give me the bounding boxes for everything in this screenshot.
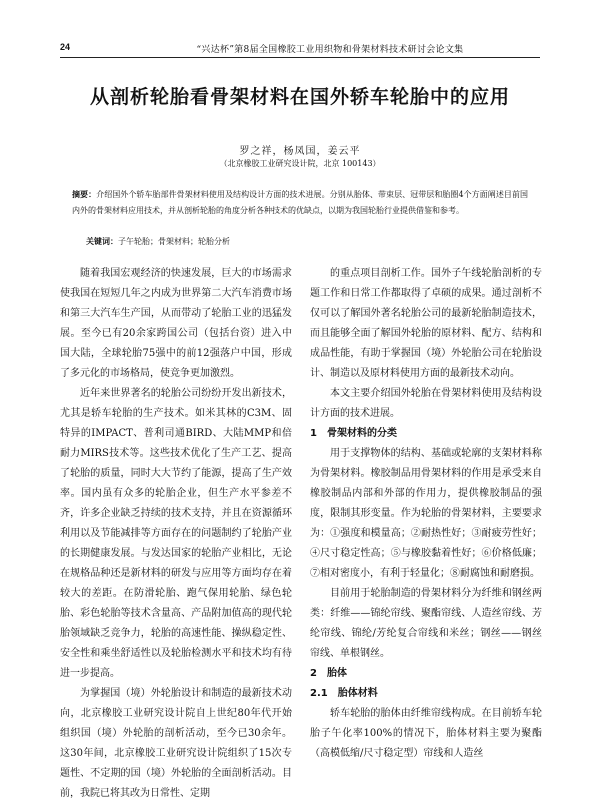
keywords-text: 子午轮胎；骨架材料；轮胎分析 [118, 237, 230, 246]
right-column [310, 264, 542, 764]
header-rule [60, 57, 540, 58]
running-title: “兴达杯”第8届全国橡胶工业用织物和骨架材料技术研讨会论文集 [196, 45, 464, 55]
paragraph: 本文主要介绍国外轮胎在骨架材料使用及结构设计方面的技术进展。 [310, 388, 542, 419]
authors: 罗之祥，杨凤国，姜云平 [239, 146, 361, 157]
subsection-heading: 2.1 胎体材料 [310, 688, 378, 699]
paragraph: 随着我国宏观经济的快速发展，巨大的市场需求使我国在短短几年之内成为世界第二大汽车消费市场和第三大汽车生产国，从而带动了轮胎工业的迅猛发展。至今已有20余家跨国公司（包括台资）进入中国大陆，全球轮胎75强中的前12强落户中国，形成了多元化的市场格局，使竞争更加激烈。 [60, 268, 292, 379]
paragraph: 用于支撑物体的结构、基础或轮廓的支架材料称为骨架材料。橡胶制品用骨架材料的作用是承受来自橡胶制品内部和外部的作用力，提供橡胶制品的强度，限制其形变量。作为轮胎的骨架材料，主要要求为：①强度和模量高；②耐热性好；③耐疲劳性好；④尺寸稳定性高；⑤与橡胶黏着性好；⑥价格低廉；⑦相对密度小，有利于轻量化；⑧耐腐蚀和耐磨损。 [310, 448, 542, 579]
paragraph: 轿车轮胎的胎体由纤维帘线构成。在目前轿车轮胎子午化率100%的情况下，胎体材料主要为聚酯（高模低缩/尺寸稳定型）帘线和人造丝 [310, 708, 542, 759]
keywords [86, 236, 528, 247]
page-number: 24 [60, 42, 71, 52]
abstract [72, 186, 528, 219]
paragraph: 的重点项目剖析工作。国外子午线轮胎剖析的专题工作和日常工作都取得了卓硕的成果。通过剖析不仅可以了解国外著名轮胎公司的最新轮胎制造技术，而且能够全面了解国外轮胎的原材料、配方、结构和成品性能，有助于掌握国（境）外轮胎公司在轮胎设计、制造以及原材料使用方面的最新技术动向。 [310, 268, 542, 379]
abstract-text: 介绍国外个轿车胎部件骨架材料使用及结构设计方面的技术进展。分别从胎体、带束层、冠带层和胎圈4个方面阐述目前国内外的骨架材料应用技术，并从剖析轮胎的角度分析各种技术的优缺点，以期为我国轮胎行业提供借鉴和参考。 [72, 190, 528, 215]
paper-title: 从剖析轮胎看骨架材料在国外轿车轮胎中的应用 [89, 86, 510, 108]
left-column [60, 264, 292, 804]
section-heading: 1 骨架材料的分类 [310, 428, 397, 439]
paragraph: 目前用于轮胎制造的骨架材料分为纤维和钢丝两类：纤维——锦纶帘线、聚酯帘线、人造丝帘线、芳纶帘线、锦纶/芳纶复合帘线和米丝；钢丝——钢丝帘线、单根钢丝。 [310, 588, 542, 659]
keywords-label: 关键词： [86, 236, 118, 246]
affiliation: （北京橡胶工业研究设计院，北京 100143） [219, 159, 381, 168]
section-heading: 2 胎体 [310, 668, 347, 679]
page-header [60, 42, 540, 56]
paragraph: 近年来世界著名的轮胎公司纷纷开发出新技术，尤其是轿车轮胎的生产技术。如米其林的C3M、固特异的IMPACT、普利司通BIRD、大陆MMP和倍耐力MIRS技术等。这些技术优化了生产工艺、提高了轮胎的质量，同时大大节约了能源，提高了生产效率。国内虽有众多的轮胎企业，但生产水平参差不齐，许多企业缺乏持续的技术支持，并且在资源循环利用以及节能减排等方面存在的问题制约了轮胎产业的长期健康发展。与发达国家的轮胎产业相比，无论在规格品种还是新材料的研发与应用等方面均存在着较大的差距。在防滑轮胎、跑气保用轮胎、绿色轮胎、彩色轮胎等技术含量高、产品附加值高的现代轮胎领域缺乏竞争力，轮胎的高速性能、操纵稳定性、安全性和乘坐舒适性以及轮胎检测水平和技术均有待进一步提高。 [60, 388, 292, 679]
abstract-label: 摘要： [72, 189, 97, 199]
paragraph: 为掌握国（境）外轮胎设计和制造的最新技术动向，北京橡胶工业研究设计院自上世纪80年代开始组织国（境）外轮胎的剖析活动，至今已30余年。这30年间，北京橡胶工业研究设计院组织了15次专题性、不定期的国（境）外轮胎的全面剖析活动。目前，我院已将其改为日常性、定期 [60, 688, 292, 799]
